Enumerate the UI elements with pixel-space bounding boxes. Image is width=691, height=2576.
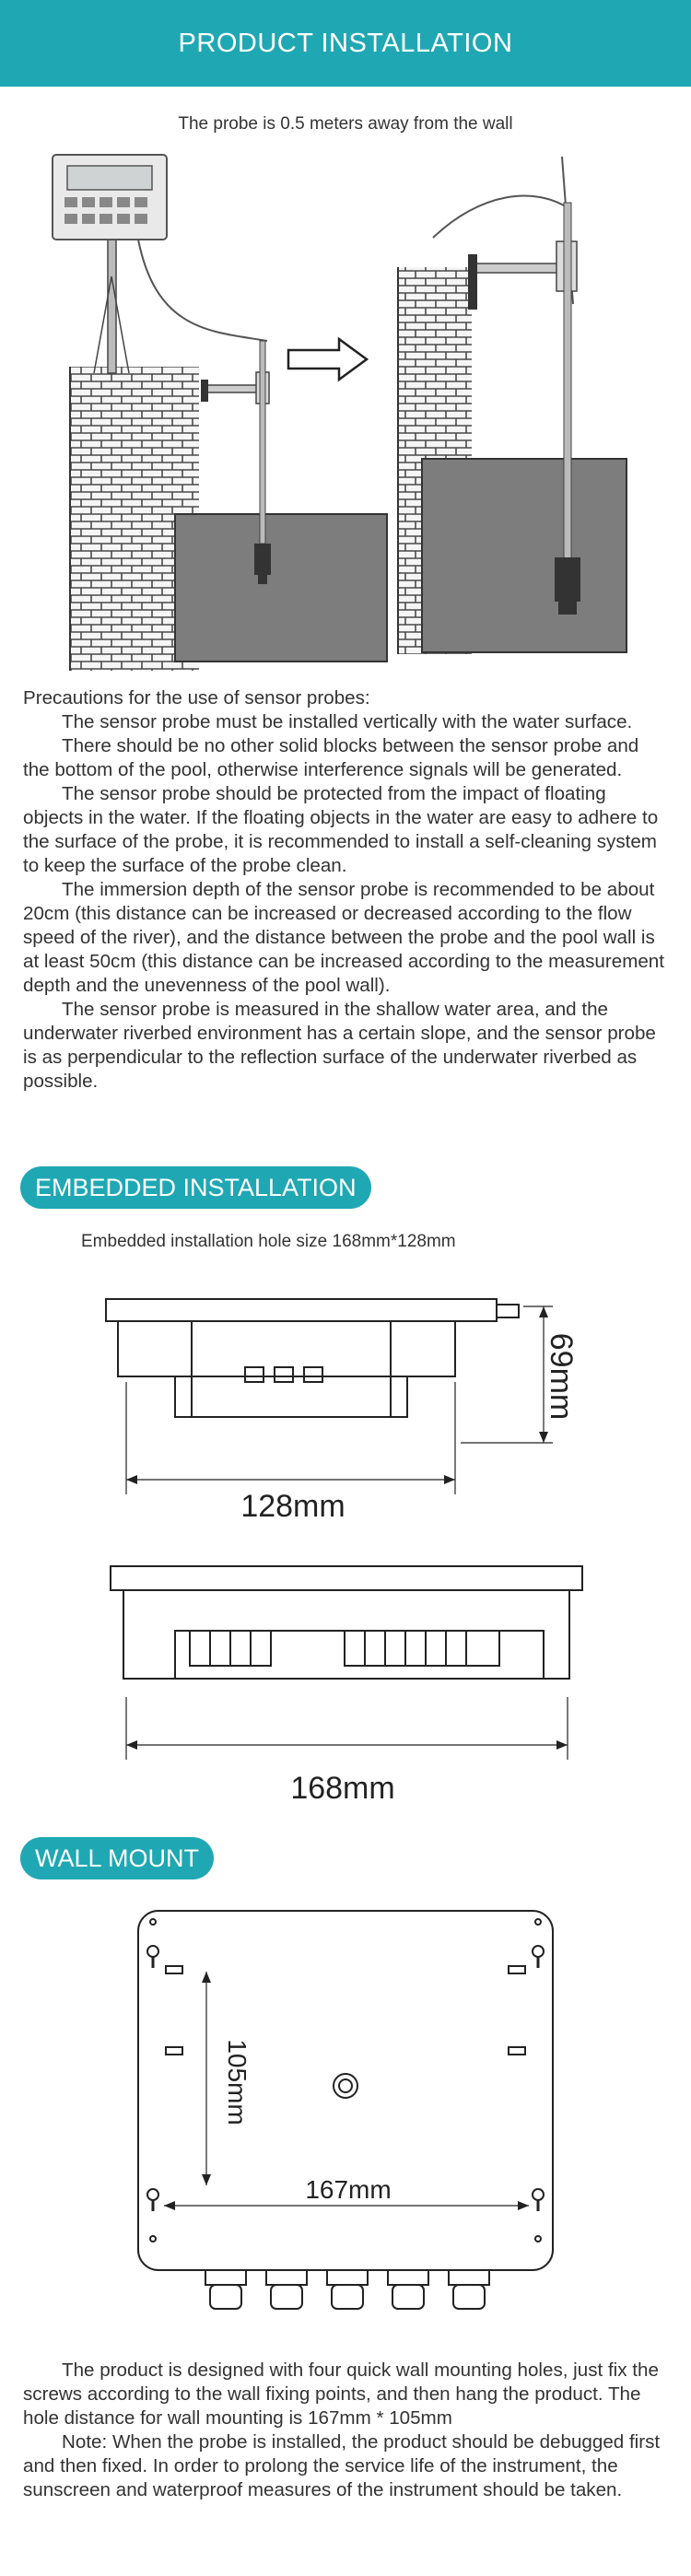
- precaution-item: The sensor probe is measured in the shallow water area, and the underwater riverbed environment has a certain slope, and the sensor probe is as perpendicular to the reflection surface of the underwater riverbed as possible.: [23, 999, 656, 1092]
- probe-caption: The probe is 0.5 meters away from the wall: [178, 114, 513, 134]
- dimension-width-label: 168mm: [290, 1771, 395, 1806]
- header-banner: [0, 0, 691, 87]
- right-pool: [422, 459, 627, 652]
- wall-mount-diagram: [0, 1898, 691, 2322]
- precaution-item: There should be no other solid blocks between the sensor probe and the bottom of the pool, otherwise interference signals will be generated.: [23, 735, 639, 780]
- controller-pole: [108, 235, 116, 373]
- embedded-section-title: EMBEDDED INSTALLATION: [20, 1166, 371, 1209]
- dimension-height-label: 69mm: [544, 1332, 579, 1421]
- precautions-text: [23, 686, 668, 1094]
- wall-mount-section-title: WALL MOUNT: [20, 1837, 214, 1879]
- precaution-item: The sensor probe must be installed vertically with the water surface.: [62, 711, 633, 732]
- embedded-caption: Embedded installation hole size 168mm*128mm: [81, 1232, 456, 1251]
- probe-installation-illustration: [0, 138, 691, 673]
- left-pool: [175, 514, 387, 662]
- precaution-item: The immersion depth of the sensor probe is recommended to be about 20cm (this distance can be increased or decreased according to the flow speed of the river), and the distance between the probe and the pool wall is at least 50cm (this distance can be increased according to the measurement depth and the unevenness of the pool wall).: [23, 879, 664, 996]
- arrow-icon: [288, 339, 367, 380]
- wall-mount-note: Note: When the probe is installed, the product should be debugged first and then fixed. In order to prolong the service life of the instrument, the sunscreen and waterproof measures of the instrument should be taken.: [23, 2431, 661, 2500]
- dimension-vertical-label: 105mm: [223, 2039, 252, 2125]
- page-title: PRODUCT INSTALLATION: [178, 28, 513, 58]
- dimension-horizontal-label: 167mm: [305, 2175, 392, 2204]
- precautions-title: Precautions for the use of sensor probes:: [23, 687, 370, 708]
- controller-box: [53, 155, 167, 240]
- precaution-item: The sensor probe should be protected from the impact of floating objects in the water. If the floating objects in the water are easy to adhere to the surface of the probe, it is recommended to install a self-cleaning system to keep the surface of the probe clean.: [23, 783, 659, 876]
- wall-mount-text: [23, 2359, 668, 2502]
- dimension-depth-label: 128mm: [240, 1489, 346, 1524]
- embedded-installation-diagram: [0, 1281, 691, 1824]
- wall-mount-paragraph: The product is designed with four quick wall mounting holes, just fix the screws according to the wall fixing points, and then hang the product. The hole distance for wall mounting is 167mm * 105mm: [23, 2359, 659, 2429]
